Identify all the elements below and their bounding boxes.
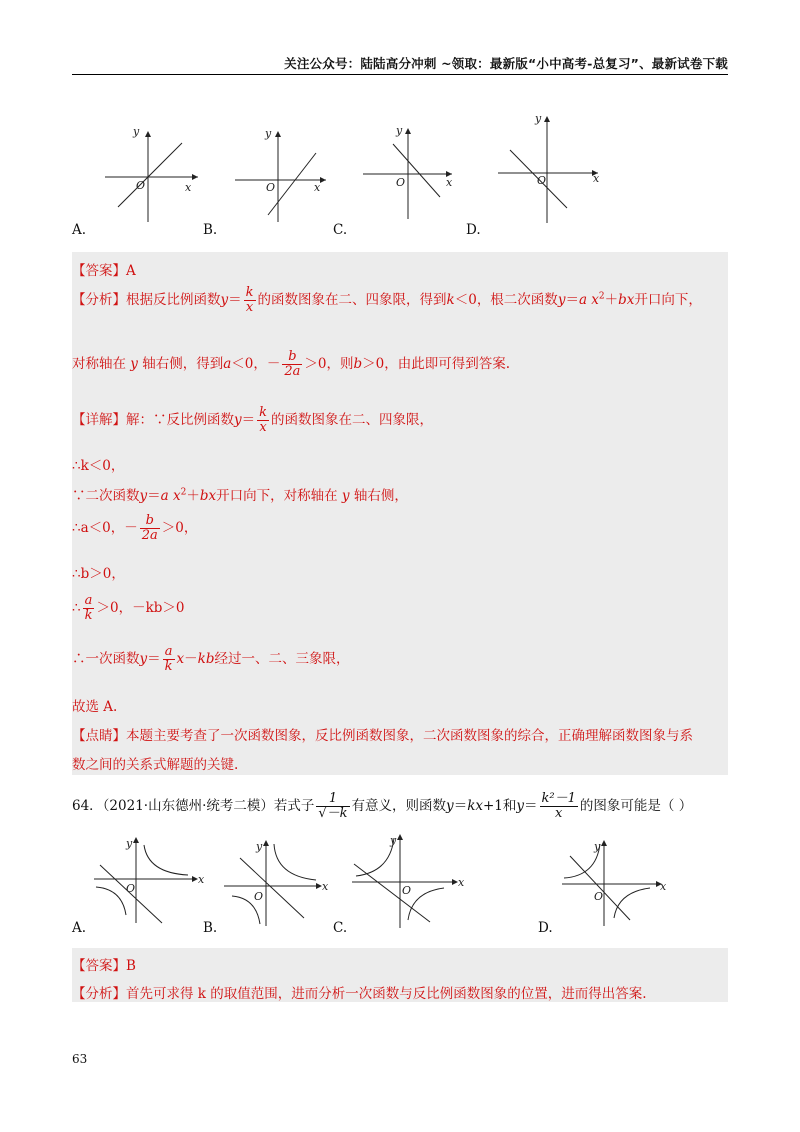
svg-text:O: O bbox=[396, 176, 406, 189]
q64-option-a[interactable]: A. bbox=[72, 920, 87, 936]
q64-graph-a bbox=[92, 835, 212, 925]
page-header: 关注公众号：陆陆高分冲刺 ~领取：最新版“小中高考-总复习”、最新试卷下载 bbox=[72, 56, 728, 75]
q63-option-a[interactable]: A. bbox=[72, 222, 87, 238]
svg-text:y: y bbox=[126, 837, 133, 850]
svg-text:y: y bbox=[390, 834, 397, 847]
q63-graph-a bbox=[100, 125, 200, 225]
svg-text:O: O bbox=[136, 179, 146, 192]
svg-text:y: y bbox=[265, 127, 272, 140]
q64-answer: 【答案】B bbox=[72, 958, 136, 974]
svg-text:O: O bbox=[126, 882, 136, 895]
q64-option-b[interactable]: B. bbox=[203, 920, 218, 936]
svg-text:O: O bbox=[402, 884, 412, 897]
q63-graph-b bbox=[230, 125, 330, 225]
svg-text:O: O bbox=[266, 181, 276, 194]
q64-analysis: 【分析】首先可求得 k 的取值范围，进而分析一次函数与反比例函数图象的位置，进而得出答案. bbox=[72, 986, 647, 1002]
svg-text:x: x bbox=[314, 181, 321, 194]
q63-option-c[interactable]: C. bbox=[333, 222, 348, 238]
q63-detail-line6: ∴ $\frac{a}{k}$ ＞0，－kb＞0 bbox=[72, 593, 185, 623]
svg-text:y: y bbox=[535, 112, 542, 125]
page-number: 63 bbox=[72, 1052, 88, 1066]
q64-option-d[interactable]: D. bbox=[538, 920, 553, 936]
svg-text:y: y bbox=[594, 840, 601, 853]
svg-text:x: x bbox=[458, 876, 465, 889]
q63-detail-line4: ∴a＜0，－ $\frac{b}{2a}$ ＞0， bbox=[72, 513, 198, 543]
svg-text:y: y bbox=[396, 124, 403, 137]
q63-detail-line7: ∴一次函数y＝ $\frac{a}{k}$ x－kb经过一、二、三象限， bbox=[72, 644, 350, 674]
q63-detail-line1: 【详解】解：∵反比例函数y＝ $\frac{k}{x}$ 的函数图象在二、四象限， bbox=[72, 405, 434, 435]
svg-text:O: O bbox=[254, 890, 264, 903]
svg-text:y: y bbox=[133, 125, 140, 138]
q63-detail-line5: ∴b＞0， bbox=[72, 566, 125, 582]
q63-answer: 【答案】A bbox=[72, 263, 136, 279]
q63-comment-line2: 数之间的关系式解题的关键. bbox=[72, 757, 239, 773]
q63-detail-line2: ∴k＜0， bbox=[72, 458, 125, 474]
svg-text:x: x bbox=[446, 176, 453, 189]
q63-option-d[interactable]: D. bbox=[466, 222, 481, 238]
q63-option-b[interactable]: B. bbox=[203, 222, 218, 238]
svg-text:x: x bbox=[593, 172, 600, 185]
svg-text:x: x bbox=[660, 880, 667, 893]
q63-analysis-line1: 【分析】根据反比例函数y＝ $\frac{k}{x}$ 的函数图象在二、四象限，得到k＜0，根二次函数y＝a $x^2+bx$开口向下， bbox=[72, 285, 702, 315]
q64-option-c[interactable]: C. bbox=[333, 920, 348, 936]
q64-graph-c bbox=[350, 830, 470, 930]
q64-graph-d bbox=[560, 838, 680, 928]
q63-detail-line8: 故选 A. bbox=[72, 699, 118, 715]
q63-analysis-line2: 对称轴在 y 轴右侧，得到a＜0，－ $\frac{b}{2a}$ ＞0，则b＞0，由此即可得到答案. bbox=[72, 349, 511, 379]
svg-text:x: x bbox=[198, 873, 205, 886]
svg-text:x: x bbox=[185, 181, 192, 194]
q63-graph-d bbox=[495, 108, 605, 228]
q63-comment-line1: 【点睛】本题主要考查了一次函数图象，反比例函数图象，二次函数图象的综合，正确理解函数图象与系 bbox=[72, 728, 693, 744]
q63-detail-line3: ∵二次函数y＝a $x^2+bx$开口向下，对称轴在 y 轴右侧， bbox=[72, 487, 408, 504]
q64-graph-b bbox=[222, 838, 332, 928]
q64-stem: 64．（2021·山东德州·统考二模）若式子 $\frac{1}{√-k}$ 有意义，则函数y＝kx+1和y＝ $\frac{\text{k²－1}}{x}$ 的图象可能是（ ） bbox=[72, 791, 693, 821]
q63-graph-c bbox=[360, 122, 460, 222]
svg-text:O: O bbox=[537, 174, 547, 187]
svg-text:O: O bbox=[594, 890, 604, 903]
svg-text:y: y bbox=[256, 840, 263, 853]
svg-text:x: x bbox=[322, 880, 329, 893]
